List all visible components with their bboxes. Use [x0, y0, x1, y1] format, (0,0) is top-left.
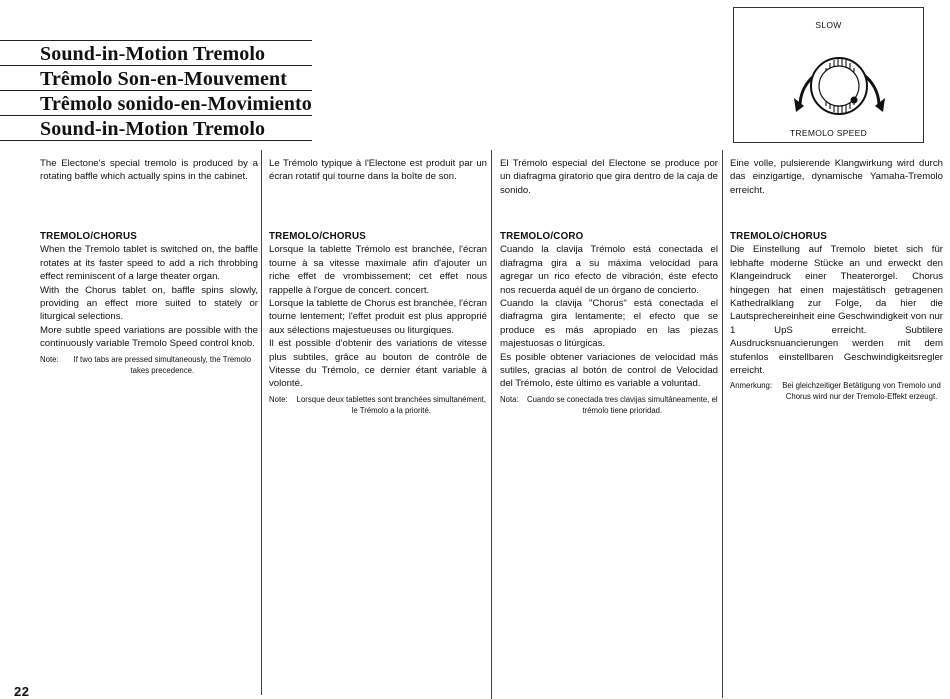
column-german [730, 157, 943, 402]
column-french [269, 157, 487, 416]
section-heading: TREMOLO/CHORUS [40, 231, 137, 242]
paragraph: When the Tremolo tablet is switched on, the baffle rotates at its faster speed to add a rich throbbing effect reminiscent of a large theater organ. [40, 244, 258, 283]
intro-text: Eine volle, pulsierende Klangwirkung wird durch das einzigartige, dynamische Yamaha-Tremolo erreicht. [730, 158, 943, 196]
note [40, 354, 258, 376]
intro-text: The Electone's special tremolo is produced by a rotating baffle which actually spins in the cabinet. [40, 158, 258, 183]
paragraph: More subtle speed variations are possible with the continuously variable Tremolo Speed control knob. [40, 324, 258, 350]
paragraph: Cuando la clavija "Chorus" está conectada el diafragma gira lentamente; el efecto que se produce es más apropiado en las piezas majestuosas o litúrgicas. [500, 298, 718, 350]
paragraph: With the Chorus tablet on, baffle spins slowly, providing an effect more suited to stately or liturgical selections. [40, 284, 258, 323]
note-text: Cuando se conectada tres clavijas simultáneamente, el trémolo tiene prioridad. [526, 394, 718, 415]
note-label: Note: [40, 354, 59, 364]
page-number: 22 [14, 684, 30, 699]
column-divider [261, 150, 262, 695]
tremolo-speed-label: TREMOLO SPEED [789, 128, 868, 138]
column-english [40, 157, 258, 376]
title-french: Trêmolo Son-en-Mouvement [0, 65, 312, 90]
intro-text: El Trémolo especial del Electone se produce por un diafragma giratorio que gira dentro de la caja de sonido. [500, 158, 718, 196]
paragraph: Lorsque la tablette Trémolo est branchée, l'écran tourne à sa vitesse maximale afin d'ajouter un riche effet de vrombissement; cet effet nous rappelle à l'orgue de concert. concert. [269, 244, 487, 296]
section-heading: TREMOLO/CHORUS [269, 231, 366, 242]
note-label: Nota: [500, 394, 519, 404]
tremolo-speed-diagram [733, 7, 924, 143]
intro-text: Le Trémolo typique à l'Electone est produit par un écran rotatif qui tourne dans la boîte de son. [269, 158, 487, 183]
title-english: Sound-in-Motion Tremolo [0, 40, 312, 65]
note-label: Anmerkung: [730, 381, 773, 391]
section-heading: TREMOLO/CORO [500, 231, 584, 242]
column-divider [491, 150, 492, 699]
paragraph: Cuando la clavija Trémolo está conectada el diafragma gira a su máxima velocidad para agregar un rico efecto de vibración, éste efecto nos recuerda aquél de un órgano de concierto. [500, 244, 718, 296]
paragraph: Es posible obtener variaciones de velocidad más sutiles, gracias al botón de control de Velocidad del Trémolo, éste último es variable a voluntad. [500, 351, 718, 390]
title-german: Sound-in-Motion Tremolo [0, 115, 312, 141]
slow-label: SLOW [815, 20, 842, 30]
tremolo-knob-illustration [734, 8, 925, 144]
knob-indicator-dot-icon [851, 97, 858, 104]
paragraph: Lorsque la tablette de Chorus est branchée, l'écran tourne lentement; l'effet produit est plus approprié aux sélections majestueuses ou liturgiques. [269, 298, 487, 336]
note-text: Lorsque deux tablettes sont branchées simultanément, le Trémolo a la priorité. [296, 394, 487, 415]
note-label: Note: [269, 394, 288, 404]
note-text: If two tabs are pressed simultaneously, the Tremolo takes precedence. [73, 354, 252, 375]
title-spanish: Trêmolo sonido-en-Movimiento [0, 90, 312, 115]
note [269, 394, 487, 416]
column-divider [722, 150, 723, 698]
section-heading: TREMOLO/CHORUS [730, 231, 827, 242]
note-text: Bei gleichzeitiger Betätigung von Tremolo und Chorus wird nur der Tremolo-Effekt erzeugt. [782, 381, 941, 402]
column-spanish [500, 157, 718, 416]
paragraph: Die Einstellung auf Tremolo bietet sich für lebhafte moderne Stücke an und erweckt den Klangeindruck einer Theaterorgel. Chorus hingegen hat einen majestätisch getragenen Kathedralklang zur Folge, da hier die Lautsprechereinheit eine Geschwindigkeit von nur 1 UpS erreicht. Subtilere Ausdrucksnuancierungen werden mit dem stufenlos einstellbaren Geschwindigkeitsregler erreicht. [730, 244, 943, 377]
note [500, 394, 718, 416]
title-block [0, 40, 312, 141]
paragraph: Il est possible d'obtenir des variations de vitesse plus subtiles, grâce au bouton de contrôle de Vitesse du Trémolo, ce dernier étant variable à volonté. [269, 338, 487, 390]
note [730, 380, 943, 402]
